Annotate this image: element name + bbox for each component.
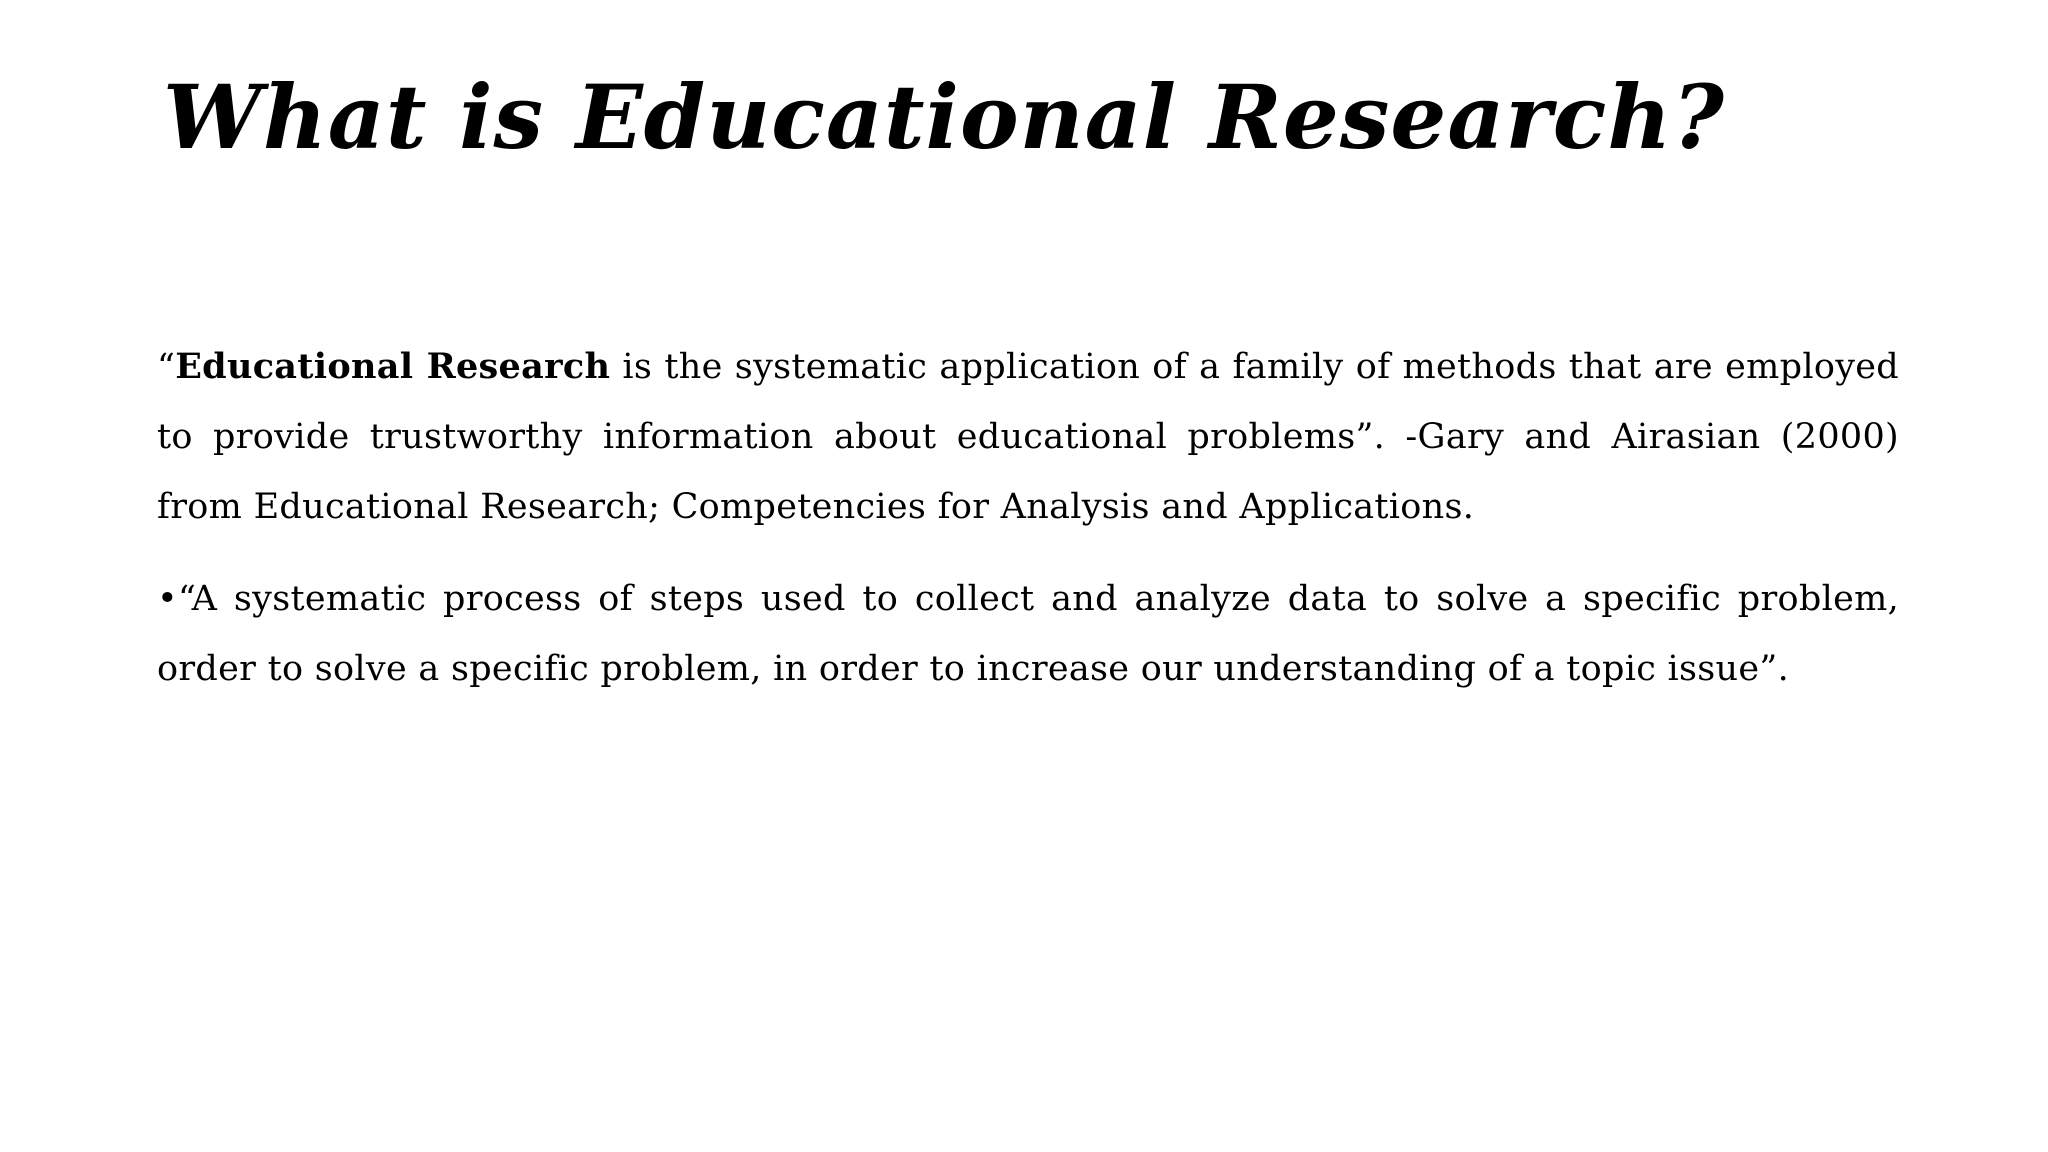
definition-text-2: “A systematic process of steps used to collect and analyze data to solve a specific problem, order to solve a specific problem, in order to increase our understanding of a topic issue”. xyxy=(157,579,1899,689)
definition-text-1: is the systematic application of a family of methods that are employed to provide trustworthy information about educational problems”. -Gary and Airasian (2000) from Educational Research; Competencies for Analysis and Applications. xyxy=(157,347,1900,527)
bullet-marker: • xyxy=(157,579,178,619)
definition-paragraph-2 xyxy=(157,564,1899,704)
slide-title: What is Educational Research? xyxy=(163,65,1725,169)
open-quote: “ xyxy=(157,347,176,387)
definition-paragraph-1 xyxy=(157,332,1899,542)
slide-body xyxy=(157,332,1899,704)
defined-term: Educational Research xyxy=(175,346,611,387)
